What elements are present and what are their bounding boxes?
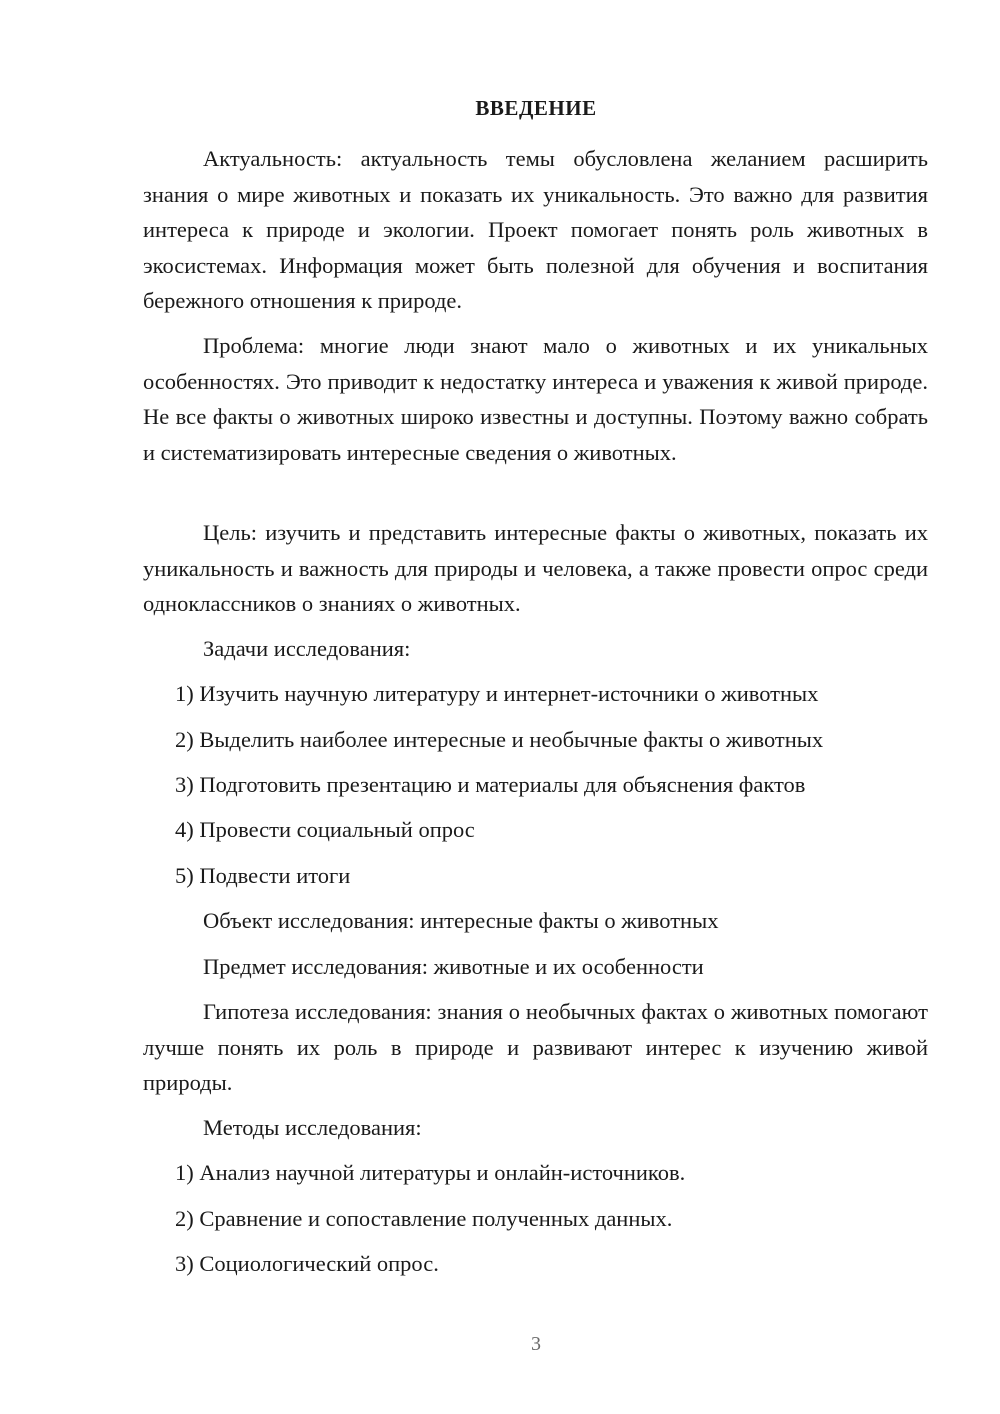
research-subject: Предмет исследования: животные и их особенности — [203, 954, 704, 979]
hypothesis-paragraph: Гипотеза исследования: знания о необычных фактах о животных помогают лучше понять их роль в природе и развивают интерес к изучению живой природы. — [143, 999, 928, 1095]
method-item: 1) Анализ научной литературы и онлайн-источников. — [175, 1160, 686, 1185]
task-item: 4) Провести социальный опрос — [175, 817, 475, 842]
relevance-paragraph: Актуальность: актуальность темы обусловлена желанием расширить знания о мире животных и показать их уникальность. Это важно для развития интереса к природе и экологии. Проект помогает понять роль животных в экосистемах. Информация может быть полезной для обучения и воспитания бережного отношения к природе. — [143, 146, 928, 313]
section-title: ВВЕДЕНИЕ — [475, 96, 597, 120]
task-item: 2) Выделить наиболее интересные и необычные факты о животных — [175, 727, 824, 752]
task-item: 5) Подвести итоги — [175, 863, 351, 888]
method-item: 2) Сравнение и сопоставление полученных данных. — [175, 1206, 673, 1231]
methods-heading: Методы исследования: — [203, 1115, 422, 1140]
task-item: 3) Подготовить презентацию и материалы для объяснения фактов — [175, 772, 806, 797]
problem-paragraph: Проблема: многие люди знают мало о животных и их уникальных особенностях. Это приводит к недостатку интереса и уважения к живой природе. Не все факты о животных широко известны и доступны. Поэтому важно собрать и систематизировать интересные сведения о животных. — [143, 333, 928, 465]
method-item: 3) Социологический опрос. — [175, 1251, 439, 1276]
goal-paragraph: Цель: изучить и представить интересные факты о животных, показать их уникальность и важность для природы и человека, а также провести опрос среди одноклассников о знаниях о животных. — [143, 520, 928, 616]
page-number: 3 — [531, 1333, 541, 1355]
research-object: Объект исследования: интересные факты о животных — [203, 908, 719, 933]
tasks-heading: Задачи исследования: — [203, 636, 411, 661]
task-item: 1) Изучить научную литературу и интернет-источники о животных — [175, 681, 819, 706]
